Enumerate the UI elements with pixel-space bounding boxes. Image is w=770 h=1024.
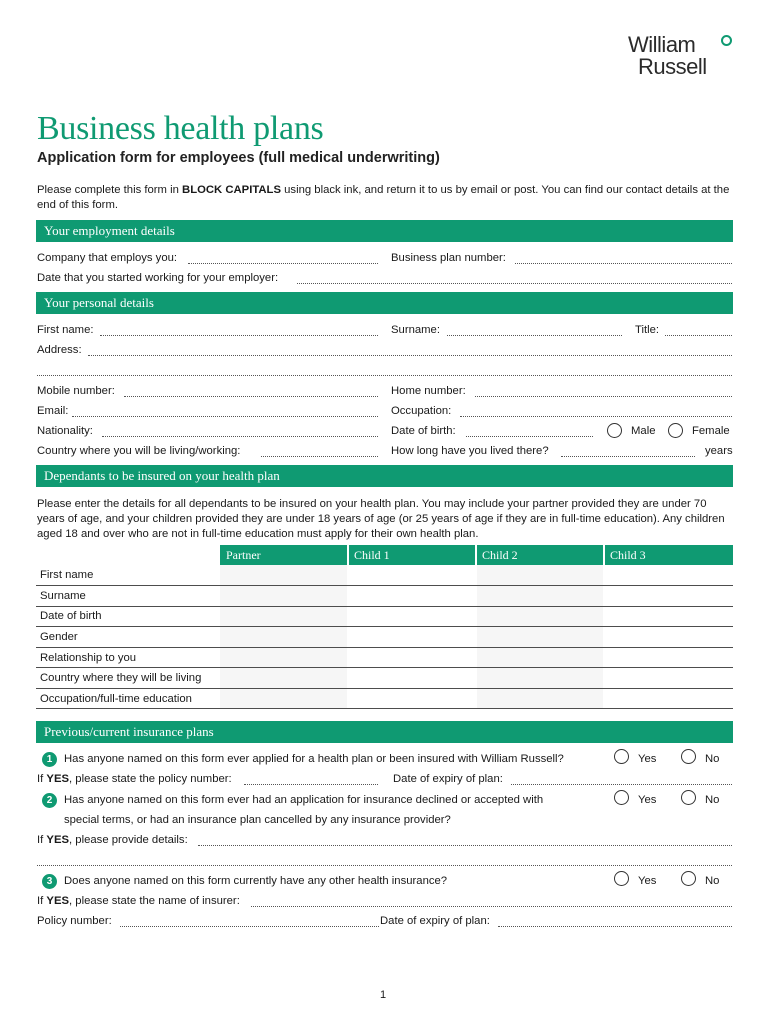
logo-line1: William (628, 32, 696, 57)
q1-yes-radio[interactable] (614, 749, 629, 764)
start-date-label: Date that you started working for your employer: (37, 272, 279, 284)
q1-yes-label: Yes (638, 753, 657, 765)
email-field[interactable] (72, 416, 378, 417)
q3-no-radio[interactable] (681, 871, 696, 886)
col-partner: Partner (226, 548, 261, 562)
q3-expiry-label: Date of expiry of plan: (380, 915, 490, 927)
mobile-label: Mobile number: (37, 385, 115, 397)
section-dependants-header: Dependants to be insured on your health plan (36, 465, 733, 487)
dependants-intro: Please enter the details for all dependants to be insured on your health plan. You may include your partner provided they are under 70 years of age, and your children provided they are under 18 years of age (or 25 years of age if they are in full-time education). Any children aged 18 and over who are not in full-time education must apply for their own health plan. (37, 498, 725, 540)
first-name-field[interactable] (100, 335, 378, 336)
col-child-1: Child 1 (354, 548, 390, 562)
q3-yes-label: Yes (638, 875, 657, 887)
q2-yes-radio[interactable] (614, 790, 629, 805)
question-2-text-line1: Has anyone named on this form ever had an application for insurance declined or accepted with (64, 794, 544, 806)
start-date-field[interactable] (297, 283, 732, 284)
how-long-field[interactable] (561, 456, 695, 457)
question-1-text: Has anyone named on this form ever applied for a health plan or been insured with William Russell? (64, 753, 564, 765)
q3-expiry-field[interactable] (498, 926, 732, 927)
address-field-line2[interactable] (37, 375, 732, 376)
q2-details-field-line1[interactable] (198, 845, 732, 846)
mobile-field[interactable] (124, 396, 378, 397)
row-surname: Surname (40, 590, 86, 602)
row-gender: Gender (40, 631, 78, 643)
intro-text: Please complete this form in BLOCK CAPITALS using black ink, and return it to us by email or post. You can find our contact details at the end of this form. (37, 184, 730, 211)
female-label: Female (692, 425, 730, 437)
col-child-3: Child 3 (610, 548, 646, 562)
q1-no-label: No (705, 753, 720, 765)
country-label: Country where you will be living/working: (37, 445, 241, 457)
occupation-label: Occupation: (391, 405, 452, 417)
row-relationship: Relationship to you (40, 652, 137, 664)
male-radio[interactable] (607, 423, 622, 438)
plan-number-label: Business plan number: (391, 252, 506, 264)
first-name-label: First name: (37, 324, 94, 336)
q1-expiry-field[interactable] (511, 784, 732, 785)
row-occupation: Occupation/full-time education (40, 693, 192, 705)
q2-no-radio[interactable] (681, 790, 696, 805)
q1-followup-label: If YES, please state the policy number: (37, 773, 232, 785)
page-title: Business health plans (37, 110, 324, 147)
q3-followup-label: If YES, please state the name of insurer: (37, 895, 240, 907)
q1-policy-number-field[interactable] (244, 784, 378, 785)
q3-no-label: No (705, 875, 720, 887)
years-label: years (705, 445, 733, 457)
william-russell-logo (628, 34, 738, 78)
q2-no-label: No (705, 794, 720, 806)
title-field[interactable] (665, 335, 732, 336)
surname-field[interactable] (447, 335, 622, 336)
q3-insurer-field[interactable] (251, 906, 732, 907)
question-2-number: 2 (42, 793, 57, 808)
q3-yes-radio[interactable] (614, 871, 629, 886)
col-child-2: Child 2 (482, 548, 518, 562)
logo-circle-icon (721, 35, 732, 46)
country-field[interactable] (261, 456, 378, 457)
child-2-column[interactable] (477, 565, 603, 708)
page-subtitle: Application form for employees (full medical underwriting) (37, 150, 440, 166)
address-field-line1[interactable] (88, 355, 732, 356)
q2-details-field-line2[interactable] (37, 865, 732, 866)
logo-line2: Russell (638, 54, 707, 79)
partner-column[interactable] (220, 565, 347, 708)
row-dob: Date of birth (40, 610, 102, 622)
female-radio[interactable] (668, 423, 683, 438)
male-label: Male (631, 425, 656, 437)
section-personal-header: Your personal details (36, 292, 733, 314)
home-number-label: Home number: (391, 385, 466, 397)
row-country: Country where they will be living (40, 672, 202, 684)
surname-label: Surname: (391, 324, 440, 336)
q2-yes-label: Yes (638, 794, 657, 806)
section-employment-header: Your employment details (36, 220, 733, 242)
q2-followup-label: If YES, please provide details: (37, 834, 188, 846)
title-label: Title: (635, 324, 660, 336)
home-number-field[interactable] (475, 396, 732, 397)
section-insurance-header: Previous/current insurance plans (36, 721, 733, 743)
question-2-text-line2: special terms, or had an insurance plan cancelled by any insurance provider? (64, 814, 451, 826)
policy-number-label: Policy number: (37, 915, 112, 927)
q1-expiry-label: Date of expiry of plan: (393, 773, 503, 785)
row-first-name: First name (40, 569, 94, 581)
company-label: Company that employs you: (37, 252, 178, 264)
page-number: 1 (380, 989, 387, 1001)
q1-no-radio[interactable] (681, 749, 696, 764)
question-3-number: 3 (42, 874, 57, 889)
question-1-number: 1 (42, 752, 57, 767)
dob-field[interactable] (466, 436, 593, 437)
nationality-field[interactable] (102, 436, 378, 437)
question-3-text: Does anyone named on this form currently have any other health insurance? (64, 875, 448, 887)
policy-number-field[interactable] (120, 926, 379, 927)
how-long-label: How long have you lived there? (391, 445, 549, 457)
occupation-field[interactable] (460, 416, 732, 417)
address-label: Address: (37, 344, 82, 356)
dob-label: Date of birth: (391, 425, 456, 437)
nationality-label: Nationality: (37, 425, 93, 437)
plan-number-field[interactable] (515, 263, 732, 264)
company-field[interactable] (188, 263, 378, 264)
email-label: Email: (37, 405, 69, 417)
